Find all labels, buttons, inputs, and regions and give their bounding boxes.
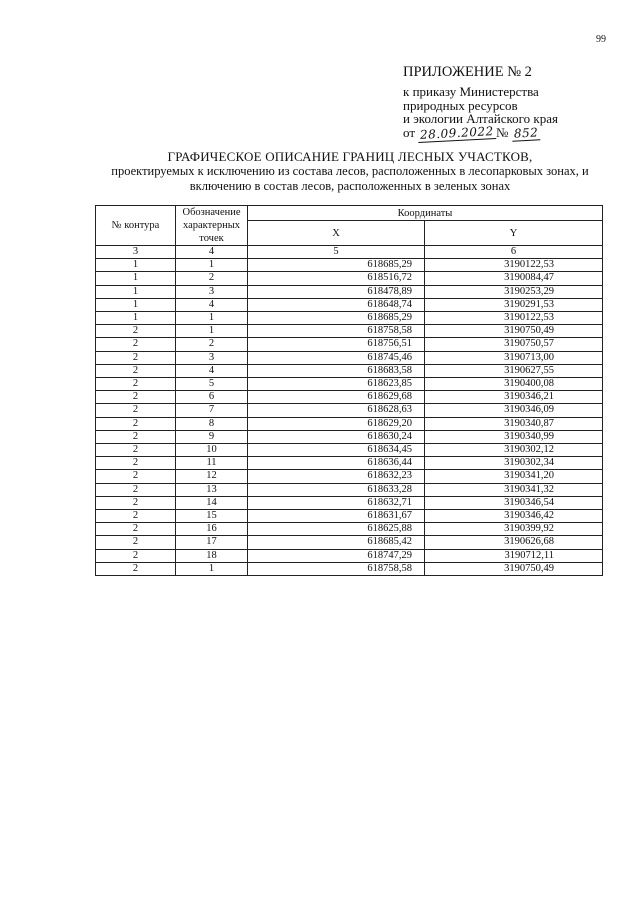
contour-cell: 2 (96, 364, 176, 377)
point-cell: 14 (176, 496, 248, 509)
contour-cell: 2 (96, 338, 176, 351)
x-coordinate-cell: 618625,88 (248, 523, 425, 536)
y-coordinate-cell: 3190713,00 (425, 351, 603, 364)
point-cell: 15 (176, 510, 248, 523)
contour-cell: 2 (96, 510, 176, 523)
table-row (96, 510, 603, 523)
point-cell: 3 (176, 351, 248, 364)
contour-cell: 2 (96, 404, 176, 417)
y-coordinate-cell: 3190400,08 (425, 378, 603, 391)
point-cell: 16 (176, 523, 248, 536)
y-coordinate-cell: 3190626,68 (425, 536, 603, 549)
x-coordinate-cell: 618628,63 (248, 404, 425, 417)
point-cell: 17 (176, 536, 248, 549)
table-row (96, 483, 603, 496)
contour-cell: 2 (96, 391, 176, 404)
table-row (96, 536, 603, 549)
header-coordinates: Координаты (248, 206, 603, 221)
header-x: X (248, 221, 425, 246)
point-cell: 4 (176, 298, 248, 311)
contour-cell: 2 (96, 457, 176, 470)
header-contour: № контура (96, 206, 176, 246)
contour-cell: 2 (96, 417, 176, 430)
point-cell: 11 (176, 457, 248, 470)
y-coordinate-cell: 3190302,12 (425, 444, 603, 457)
point-cell: 8 (176, 417, 248, 430)
table-row (96, 562, 603, 575)
contour-cell: 2 (96, 470, 176, 483)
x-coordinate-cell: 618478,89 (248, 285, 425, 298)
table-row (96, 338, 603, 351)
point-cell: 3 (176, 285, 248, 298)
x-coordinate-cell: 618756,51 (248, 338, 425, 351)
y-coordinate-cell: 3190750,49 (425, 562, 603, 575)
table-row (96, 496, 603, 509)
header-y: Y (425, 221, 603, 246)
table-row (96, 523, 603, 536)
y-coordinate-cell: 3190712,11 (425, 549, 603, 562)
heading-line-3: включению в состав лесов, расположенных в зеленых зонах (189, 179, 511, 193)
y-coordinate-cell: 3190291,53 (425, 298, 603, 311)
order-date-row (403, 123, 603, 142)
appendix-title: ПРИЛОЖЕНИЕ № 2 (403, 64, 532, 80)
x-coordinate-cell: 618758,58 (248, 562, 425, 575)
y-coordinate-cell: 3190346,09 (425, 404, 603, 417)
y-coordinate-cell: 3190341,32 (425, 483, 603, 496)
contour-cell: 2 (96, 549, 176, 562)
y-coordinate-cell: 3190399,92 (425, 523, 603, 536)
contour-cell: 2 (96, 325, 176, 338)
point-cell: 1 (176, 259, 248, 272)
table-row (96, 457, 603, 470)
table-row (96, 404, 603, 417)
point-cell: 1 (176, 312, 248, 325)
y-coordinate-cell: 3190302,34 (425, 457, 603, 470)
table-row (96, 285, 603, 298)
x-coordinate-cell: 618685,42 (248, 536, 425, 549)
contour-cell: 1 (96, 312, 176, 325)
point-cell: 9 (176, 430, 248, 443)
x-coordinate-cell: 618685,29 (248, 259, 425, 272)
appendix-line-3: и экологии Алтайского края (403, 111, 558, 126)
x-coordinate-cell: 618636,44 (248, 457, 425, 470)
point-cell: 10 (176, 444, 248, 457)
contour-cell: 2 (96, 378, 176, 391)
contour-cell: 2 (96, 496, 176, 509)
coordinates-table (95, 205, 603, 576)
y-coordinate-cell: 3190122,53 (425, 312, 603, 325)
point-cell: 18 (176, 549, 248, 562)
x-coordinate-cell: 618623,85 (248, 378, 425, 391)
y-coordinate-cell: 3190346,42 (425, 510, 603, 523)
y-coordinate-cell: 3190084,47 (425, 272, 603, 285)
table-row (96, 312, 603, 325)
column-number: 6 (425, 246, 603, 259)
column-number: 5 (248, 246, 425, 259)
point-cell: 12 (176, 470, 248, 483)
contour-cell: 1 (96, 272, 176, 285)
x-coordinate-cell: 618632,71 (248, 496, 425, 509)
table-row (96, 298, 603, 311)
column-numbering-row (96, 246, 603, 259)
from-label: от (403, 124, 416, 140)
appendix-line-2: природных ресурсов (403, 97, 518, 113)
point-cell: 1 (176, 562, 248, 575)
y-coordinate-cell: 3190346,21 (425, 391, 603, 404)
point-cell: 2 (176, 338, 248, 351)
table-row (96, 470, 603, 483)
point-cell: 1 (176, 325, 248, 338)
y-coordinate-cell: 3190346,54 (425, 496, 603, 509)
contour-cell: 1 (96, 298, 176, 311)
table-row (96, 378, 603, 391)
heading-line-2: проектируемых к исключению из состава лесов, расположенных в лесопарковых зонах, и (111, 164, 589, 178)
y-coordinate-cell: 3190340,99 (425, 430, 603, 443)
x-coordinate-cell: 618629,68 (248, 391, 425, 404)
point-cell: 7 (176, 404, 248, 417)
contour-cell: 1 (96, 259, 176, 272)
point-cell: 13 (176, 483, 248, 496)
contour-cell: 2 (96, 444, 176, 457)
y-coordinate-cell: 3190253,29 (425, 285, 603, 298)
number-label: № (495, 124, 509, 140)
document-heading (90, 149, 610, 194)
page-number: 99 (596, 34, 606, 45)
x-coordinate-cell: 618685,29 (248, 312, 425, 325)
point-cell: 4 (176, 364, 248, 377)
x-coordinate-cell: 618758,58 (248, 325, 425, 338)
contour-cell: 1 (96, 285, 176, 298)
contour-cell: 2 (96, 430, 176, 443)
x-coordinate-cell: 618632,23 (248, 470, 425, 483)
point-cell: 5 (176, 378, 248, 391)
x-coordinate-cell: 618629,20 (248, 417, 425, 430)
table-row (96, 391, 603, 404)
contour-cell: 2 (96, 562, 176, 575)
table-row (96, 549, 603, 562)
appendix-block (403, 64, 603, 141)
x-coordinate-cell: 618683,58 (248, 364, 425, 377)
table-row (96, 417, 603, 430)
x-coordinate-cell: 618516,72 (248, 272, 425, 285)
handwritten-date: 28.09.2022 (418, 124, 496, 142)
x-coordinate-cell: 618747,29 (248, 549, 425, 562)
heading-title: ГРАФИЧЕСКОЕ ОПИСАНИЕ ГРАНИЦ ЛЕСНЫХ УЧАСТКОВ, (167, 149, 533, 164)
table-row (96, 325, 603, 338)
table-row (96, 364, 603, 377)
table-row (96, 444, 603, 457)
x-coordinate-cell: 618630,24 (248, 430, 425, 443)
handwritten-number: 852 (511, 126, 540, 141)
x-coordinate-cell: 618634,45 (248, 444, 425, 457)
table-row (96, 351, 603, 364)
contour-cell: 2 (96, 523, 176, 536)
contour-cell: 2 (96, 351, 176, 364)
contour-cell: 2 (96, 483, 176, 496)
y-coordinate-cell: 3190627,55 (425, 364, 603, 377)
y-coordinate-cell: 3190750,49 (425, 325, 603, 338)
column-number: 3 (96, 246, 176, 259)
y-coordinate-cell: 3190750,57 (425, 338, 603, 351)
y-coordinate-cell: 3190340,87 (425, 417, 603, 430)
table-row (96, 259, 603, 272)
header-point: Обозначение характерных точек (176, 206, 248, 246)
point-cell: 6 (176, 391, 248, 404)
table-row (96, 272, 603, 285)
x-coordinate-cell: 618633,28 (248, 483, 425, 496)
appendix-line-1: к приказу Министерства (403, 84, 539, 99)
y-coordinate-cell: 3190122,53 (425, 259, 603, 272)
x-coordinate-cell: 618745,46 (248, 351, 425, 364)
column-number: 4 (176, 246, 248, 259)
x-coordinate-cell: 618631,67 (248, 510, 425, 523)
point-cell: 2 (176, 272, 248, 285)
contour-cell: 2 (96, 536, 176, 549)
table-row (96, 430, 603, 443)
y-coordinate-cell: 3190341,20 (425, 470, 603, 483)
x-coordinate-cell: 618648,74 (248, 298, 425, 311)
